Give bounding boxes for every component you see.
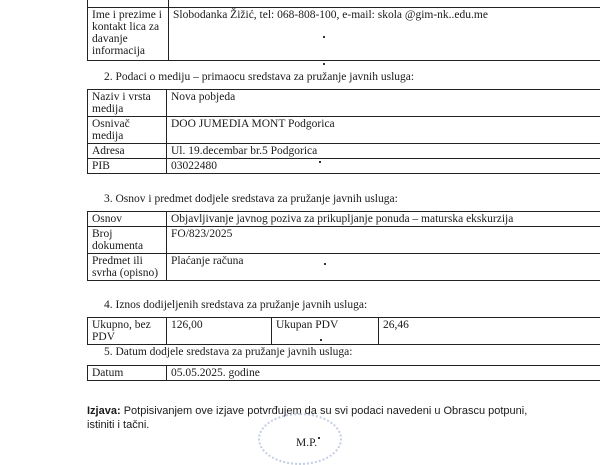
address-label: Adresa: [88, 144, 167, 159]
basis-value: Objavljivanje javnog poziva za prikupljanje ponuda – maturska ekskurzija: [167, 212, 600, 227]
basis-table: [87, 211, 600, 281]
pib-value: 03022480: [167, 159, 600, 174]
purpose-value: Plaćanje računa: [167, 254, 600, 281]
amount-table: [87, 317, 600, 345]
section-4-title: 4. Iznos dodijeljenih sredstava za pružanje javnih usluga:: [104, 299, 367, 311]
date-table: [87, 365, 600, 381]
section-3-title: 3. Osnov i predmet dodjele sredstava za pružanje javnih usluga:: [104, 193, 398, 205]
section-2-title: 2. Podaci o mediju – primaocu sredstava za pružanje javnih usluga:: [104, 71, 414, 83]
vat-value: 26,46: [379, 318, 600, 345]
vat-label: Ukupan PDV: [272, 318, 379, 345]
mp-label: M.P.: [296, 437, 317, 449]
scan-speck: [320, 339, 322, 341]
declaration-text: Potpisivanjem ove izjave potvrđujem da su svi podaci navedeni u Obrascu potpuni, istiniti i tačni.: [87, 405, 527, 431]
date-value: 05.05.2025. godine: [167, 366, 600, 381]
section-5-title: 5. Datum dodjele sredstava za pružanje javnih usluga:: [104, 346, 352, 358]
date-label: Datum: [88, 366, 167, 381]
address-value: Ul. 19.decembar br.5 Podgorica: [167, 144, 600, 159]
total-value: 126,00: [167, 318, 272, 345]
basis-label: Osnov: [88, 212, 167, 227]
media-table: [87, 89, 600, 174]
document-number-label: Broj dokumenta: [88, 227, 167, 254]
contact-value: Slobodanka Žižić, tel: 068-808-100, e-mail: skola @gim-nk..edu.me: [169, 8, 600, 61]
scan-speck: [319, 161, 321, 163]
media-name-value: Nova pobjeda: [167, 90, 600, 117]
media-name-label: Naziv i vrsta medija: [88, 90, 167, 117]
contact-label: Ime i prezime i kontakt lica za davanje informacija: [88, 8, 169, 61]
contact-table: [87, 0, 600, 61]
founder-value: DOO JUMEDIA MONT Podgorica: [167, 117, 600, 144]
declaration-heading: Izjava:: [87, 405, 121, 417]
scan-speck: [324, 263, 326, 265]
total-label: Ukupno, bez PDV: [88, 318, 167, 345]
pib-label: PIB: [88, 159, 167, 174]
scan-speck: [323, 36, 325, 38]
document-number-value: FO/823/2025: [167, 227, 600, 254]
founder-label: Osnivač medija: [88, 117, 167, 144]
scan-speck: [318, 437, 320, 439]
scan-speck: [323, 63, 325, 65]
purpose-label: Predmet ili svrha (opisno): [88, 254, 167, 281]
